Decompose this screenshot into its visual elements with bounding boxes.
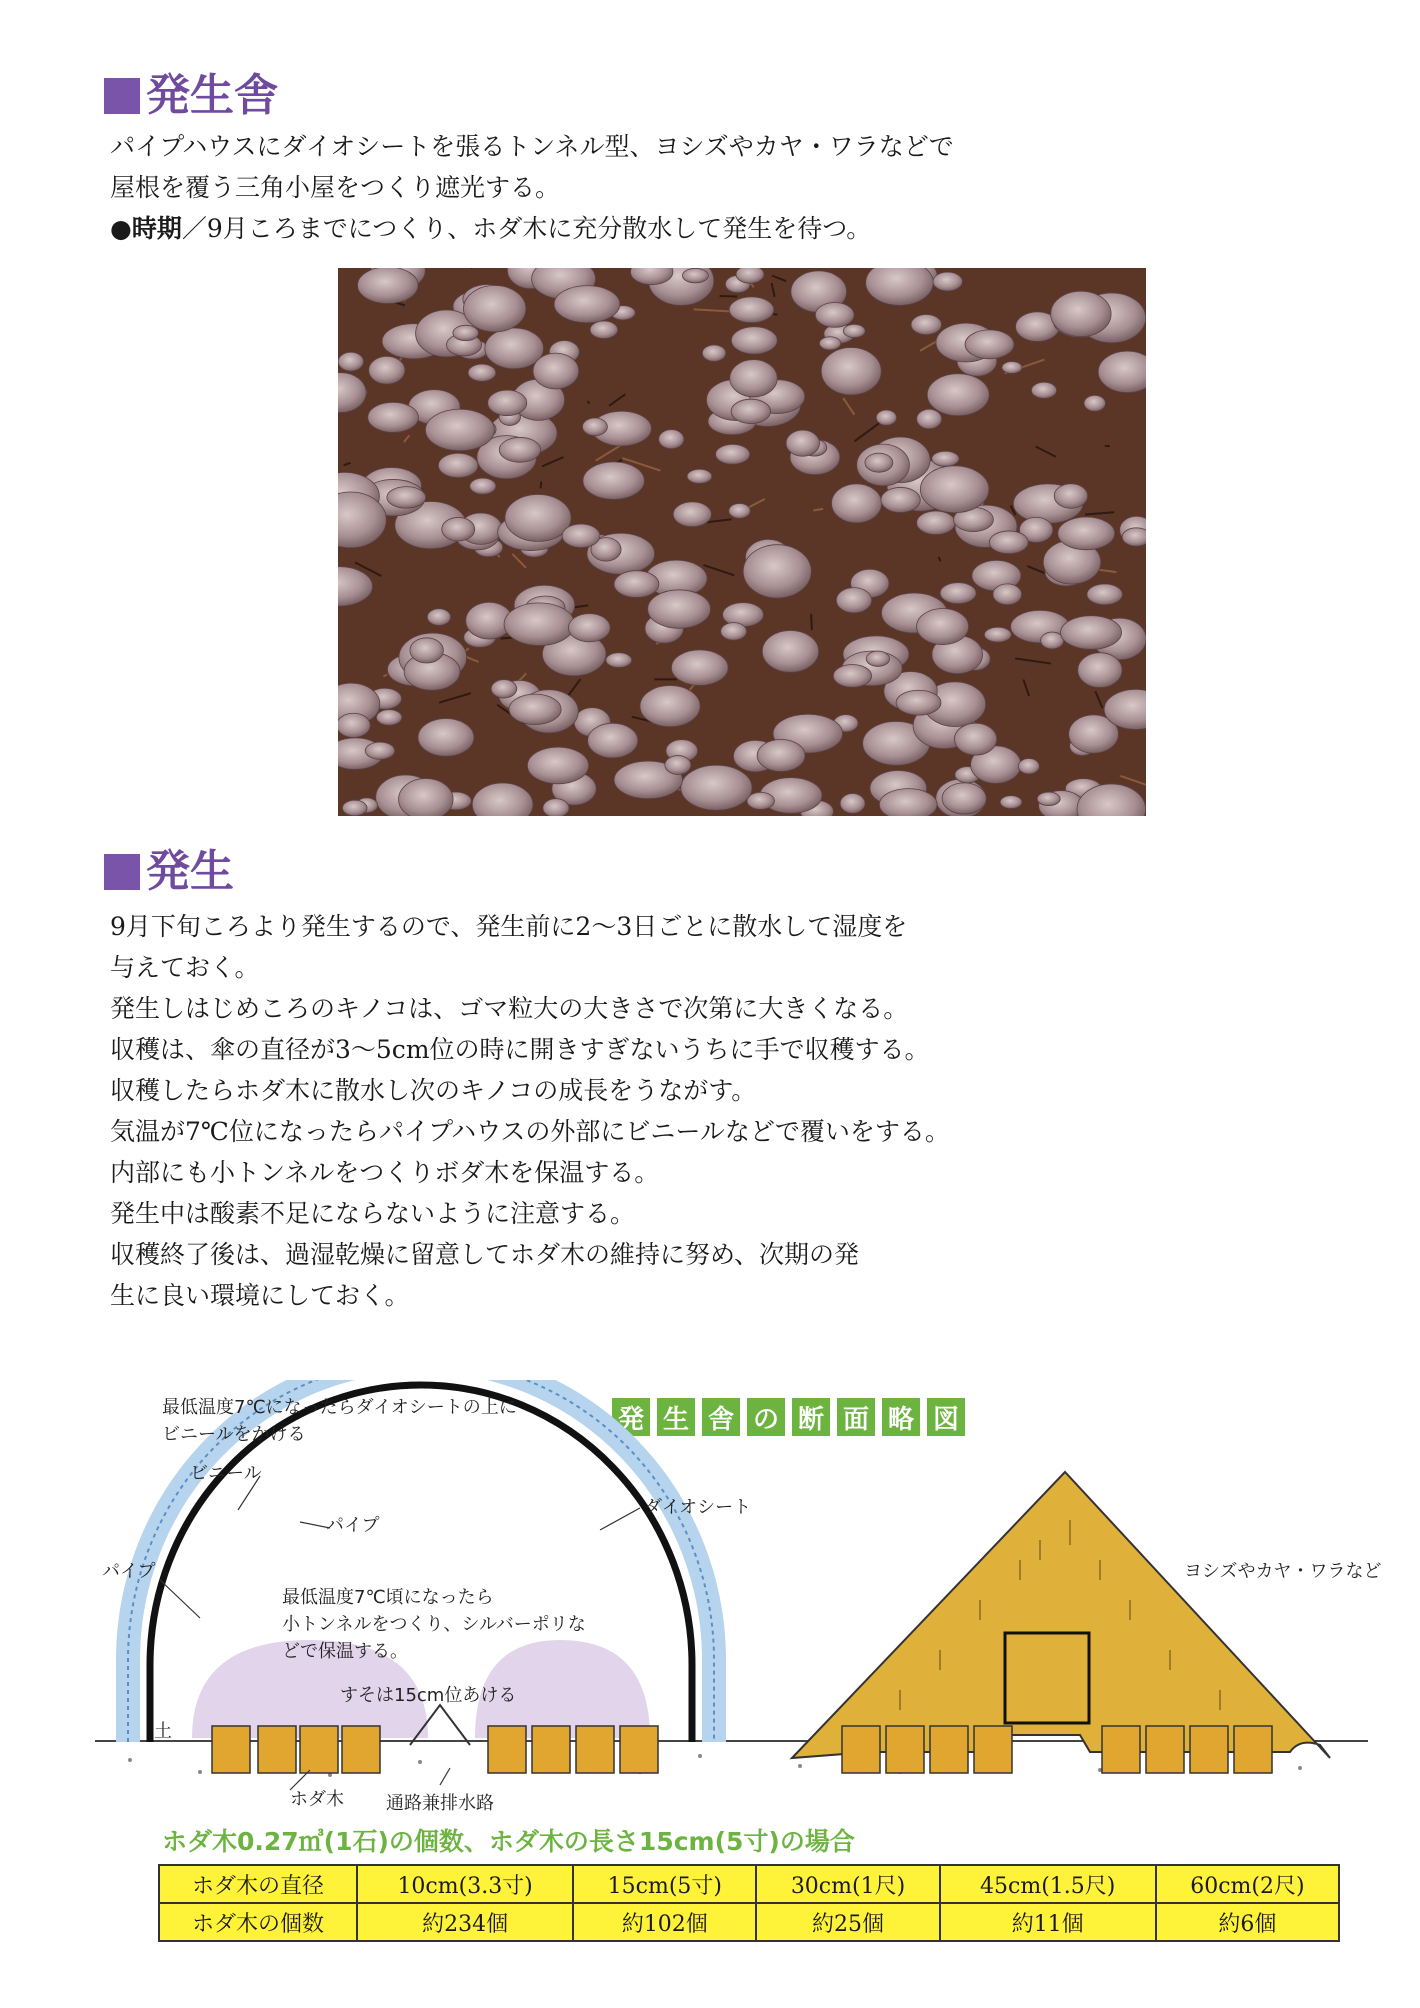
mushroom-cap xyxy=(614,571,659,598)
mushroom-cap xyxy=(954,723,996,755)
label-soil: 土 xyxy=(154,1721,172,1742)
mushroom-cap xyxy=(682,268,708,282)
title-char: 略 xyxy=(882,1398,920,1436)
mushroom-cap xyxy=(425,409,494,450)
section2-paragraph xyxy=(110,906,950,1316)
paragraph-line: 収穫は、傘の直径が3〜5cm位の時に開きすぎないうちに手で収穫する。 xyxy=(110,1035,930,1064)
mushroom-cap xyxy=(543,799,569,816)
debris-mark xyxy=(541,482,542,489)
paragraph-line: パイプハウスにダイオシートを張るトンネル型、ヨシズやカヤ・ワラなどで xyxy=(110,132,954,161)
label-dio-sheet: ダイオシート xyxy=(644,1497,752,1518)
label-roof-material: ヨシズやカヤ・ワラなど xyxy=(1184,1561,1382,1582)
mushroom-cap xyxy=(671,650,728,686)
mushroom-photo xyxy=(338,268,1146,816)
mushroom-cap xyxy=(554,286,620,323)
mushroom-cap xyxy=(965,330,1014,359)
mushroom-cap xyxy=(338,713,370,737)
mushroom-cap xyxy=(369,356,405,384)
label-hodagi: ホダ木 xyxy=(290,1789,344,1810)
mushroom-cap xyxy=(590,321,618,338)
table-cell: 約234個 xyxy=(357,1903,573,1941)
timing-line xyxy=(110,208,954,249)
heading-square-icon xyxy=(104,854,140,890)
title-char: の xyxy=(747,1398,785,1436)
mushroom-cap xyxy=(342,800,367,816)
paragraph-line: 収穫終了後は、過湿乾燥に留意してホダ木の維持に努め、次期の発 xyxy=(110,1240,860,1269)
mushroom-cap xyxy=(568,614,610,642)
table-row xyxy=(159,1865,1339,1903)
mushroom-cap xyxy=(1084,395,1106,411)
mushroom-cap xyxy=(896,690,941,715)
paragraph-line: 発生しはじめころのキノコは、ゴマ粒大の大きさで次第に大きくなる。 xyxy=(110,994,909,1023)
paragraph-line: 9月下旬ころより発生するので、発生前に2〜3日ごとに散水して湿度を xyxy=(110,912,908,941)
mushroom-cap xyxy=(606,653,632,668)
inner-note-line1: 最低温度7℃頃になったら xyxy=(282,1587,494,1608)
heading-text: 発生舎 xyxy=(146,70,278,121)
table-row xyxy=(159,1903,1339,1941)
heading-text: 発生 xyxy=(146,846,234,897)
top-note-line2: ビニールをかける xyxy=(162,1424,306,1445)
mushroom-cap xyxy=(757,740,805,772)
mushroom-cap xyxy=(365,742,395,759)
mushroom-cap xyxy=(410,638,443,663)
title-char: 発 xyxy=(612,1398,650,1436)
mushroom-cap xyxy=(659,430,684,449)
mushroom-cap xyxy=(843,324,865,337)
table-cell: 約11個 xyxy=(940,1903,1156,1941)
mushroom-cap xyxy=(865,453,893,472)
table-cell: ホダ木の個数 xyxy=(159,1903,357,1941)
title-char: 断 xyxy=(792,1398,830,1436)
mushroom-cap xyxy=(1018,758,1039,774)
hodagi-logs-tunnel xyxy=(212,1726,658,1773)
mushroom-cap xyxy=(920,466,989,513)
mushroom-cap xyxy=(729,297,774,323)
mushroom-cap xyxy=(762,630,818,672)
mushroom-cap xyxy=(721,623,747,641)
mushroom-cap xyxy=(984,627,1011,642)
heading-square-icon xyxy=(104,78,140,114)
paragraph-line: 発生中は酸素不足にならないように注意する。 xyxy=(110,1199,636,1228)
mushroom-cap xyxy=(1000,796,1022,809)
hodagi-count-table xyxy=(158,1864,1340,1942)
mushroom-cap xyxy=(815,303,854,328)
mushroom-cap xyxy=(504,603,574,646)
mushroom-cap xyxy=(588,723,638,758)
mushroom-cap xyxy=(485,328,544,369)
mushroom-cap xyxy=(942,783,986,814)
table-cell: 15cm(5寸) xyxy=(573,1865,756,1903)
mushroom-cap xyxy=(933,272,963,291)
mushroom-cap xyxy=(876,410,896,425)
mushroom-cap xyxy=(673,502,711,527)
mushroom-cap xyxy=(562,524,600,548)
mushroom-cap xyxy=(583,462,644,500)
table-title: ホダ木0.27㎥(1石)の個数、ホダ木の長さ15cm(5寸)の場合 xyxy=(162,1827,855,1856)
mushroom-cap xyxy=(716,444,750,464)
mushroom-cap xyxy=(743,545,811,598)
mushroom-cap xyxy=(442,517,475,541)
table-cell: 約25個 xyxy=(756,1903,939,1941)
mushroom-cap xyxy=(687,469,712,483)
mushroom-cap xyxy=(932,451,959,466)
label-passage: 通路兼排水路 xyxy=(386,1793,494,1814)
mushroom-cap xyxy=(1122,528,1146,546)
mushroom-cap xyxy=(681,765,752,810)
mushroom-cap xyxy=(736,268,764,283)
mushroom-cap xyxy=(468,364,496,381)
mushroom-cap xyxy=(387,487,426,509)
mushroom-cap xyxy=(911,314,941,334)
mushroom-cap xyxy=(527,747,588,784)
section1-paragraph xyxy=(110,126,954,249)
mushroom-cap xyxy=(836,588,871,613)
mushroom-cap xyxy=(819,337,840,350)
paragraph-line: 与えておく。 xyxy=(110,953,260,982)
mushroom-cap xyxy=(338,352,363,371)
mushroom-cap xyxy=(881,487,920,512)
mushroom-cap xyxy=(731,327,777,354)
mushroom-cap xyxy=(376,710,401,726)
mushroom-cap xyxy=(1051,291,1111,336)
mushroom-cap xyxy=(833,665,871,688)
title-char: 舎 xyxy=(702,1398,740,1436)
mushroom-cap xyxy=(665,756,691,775)
title-char: 生 xyxy=(657,1398,695,1436)
mushroom-cap xyxy=(1054,484,1087,508)
mushroom-cap xyxy=(491,680,517,698)
thatched-hut xyxy=(792,1472,1330,1758)
mushroom-cap xyxy=(1061,616,1122,650)
paragraph-line: 気温が7℃位になったらパイプハウスの外部にビニールなどで覆いをする。 xyxy=(110,1117,950,1146)
mushroom-cap xyxy=(368,402,419,432)
mushroom-cap xyxy=(989,531,1028,554)
mushroom-cap xyxy=(731,399,770,423)
mushroom-cap xyxy=(940,583,976,604)
mushroom-cap xyxy=(1002,361,1022,373)
mushroom-cap xyxy=(821,347,881,394)
mushroom-cap xyxy=(1058,517,1115,550)
table-cell: ホダ木の直径 xyxy=(159,1865,357,1903)
label-pipe-inner: パイプ xyxy=(326,1515,380,1536)
mushroom-cap xyxy=(427,609,450,626)
mushroom-cap xyxy=(917,608,969,644)
label-pipe-outer: パイプ xyxy=(102,1561,156,1582)
debris-mark xyxy=(811,614,812,630)
paragraph-line: 収穫したらホダ木に散水し次のキノコの成長をうながす。 xyxy=(110,1076,757,1105)
table-cell: 60cm(2尺) xyxy=(1156,1865,1339,1903)
inner-note-line3: どで保温する。 xyxy=(282,1641,408,1662)
mushroom-cap xyxy=(832,484,882,523)
table-cell: 10cm(3.3寸) xyxy=(357,1865,573,1903)
mushroom-cap xyxy=(399,778,454,816)
mushroom-cap xyxy=(438,453,478,477)
mushroom-cap xyxy=(488,390,527,416)
mushroom-cap xyxy=(747,792,775,809)
mushroom-cap xyxy=(730,360,777,397)
table-cell: 45cm(1.5尺) xyxy=(940,1865,1156,1903)
mushroom-cap xyxy=(702,345,726,361)
table-cell: 約6個 xyxy=(1156,1903,1339,1941)
mushroom-cap xyxy=(1031,382,1056,398)
mushroom-cap xyxy=(786,430,819,456)
mushroom-cap xyxy=(357,268,418,304)
table-cell: 30cm(1尺) xyxy=(756,1865,939,1903)
mushroom-cap xyxy=(866,651,889,666)
mushroom-cap xyxy=(505,494,571,541)
mushroom-cap xyxy=(917,409,942,429)
section-heading-hassei xyxy=(104,846,234,897)
mushroom-cap xyxy=(993,584,1022,605)
mushroom-cap xyxy=(917,511,956,535)
timing-label: ●時期 xyxy=(110,214,182,243)
table-cell: 約102個 xyxy=(573,1903,756,1941)
mushroom-cap xyxy=(533,353,579,389)
paragraph-line: 内部にも小トンネルをつくりボダ木を保温する。 xyxy=(110,1158,660,1187)
label-vinyl: ビニール xyxy=(190,1463,262,1484)
section-heading-hasseisha xyxy=(104,70,278,121)
mushroom-cap xyxy=(879,789,937,816)
mushroom-cap xyxy=(499,437,540,462)
top-note-line1: 最低温度7℃になったらダイオシートの上に xyxy=(162,1397,517,1418)
mushroom-cap xyxy=(729,503,751,518)
label-hem: すそは15cm位あける xyxy=(340,1685,517,1706)
mushroom-cap xyxy=(470,478,496,494)
mushroom-cap xyxy=(927,374,989,416)
timing-text: ／9月ころまでにつくり、ホダ木に充分散水して発生を待つ。 xyxy=(181,214,872,243)
mushroom-cap xyxy=(453,325,479,340)
mushroom-cap xyxy=(840,793,865,813)
paragraph-line: 生に良い環境にしておく。 xyxy=(110,1281,410,1310)
mushroom-cap xyxy=(1041,632,1064,649)
mushroom-cap xyxy=(1037,792,1060,806)
mushroom-cap xyxy=(640,685,700,726)
title-char: 面 xyxy=(837,1398,875,1436)
mushroom-cap xyxy=(648,590,711,629)
inner-note-line2: 小トンネルをつくり、シルバーポリな xyxy=(282,1614,586,1635)
mushroom-cap xyxy=(1087,584,1123,605)
mushroom-cap xyxy=(463,286,525,332)
mushroom-cap xyxy=(509,694,561,724)
mushroom-cap xyxy=(1078,653,1122,688)
title-char: 図 xyxy=(927,1398,965,1436)
paragraph-line: 屋根を覆う三角小屋をつくり遮光する。 xyxy=(110,173,561,202)
mushroom-cap xyxy=(582,418,607,436)
mushroom-cap xyxy=(418,718,474,756)
